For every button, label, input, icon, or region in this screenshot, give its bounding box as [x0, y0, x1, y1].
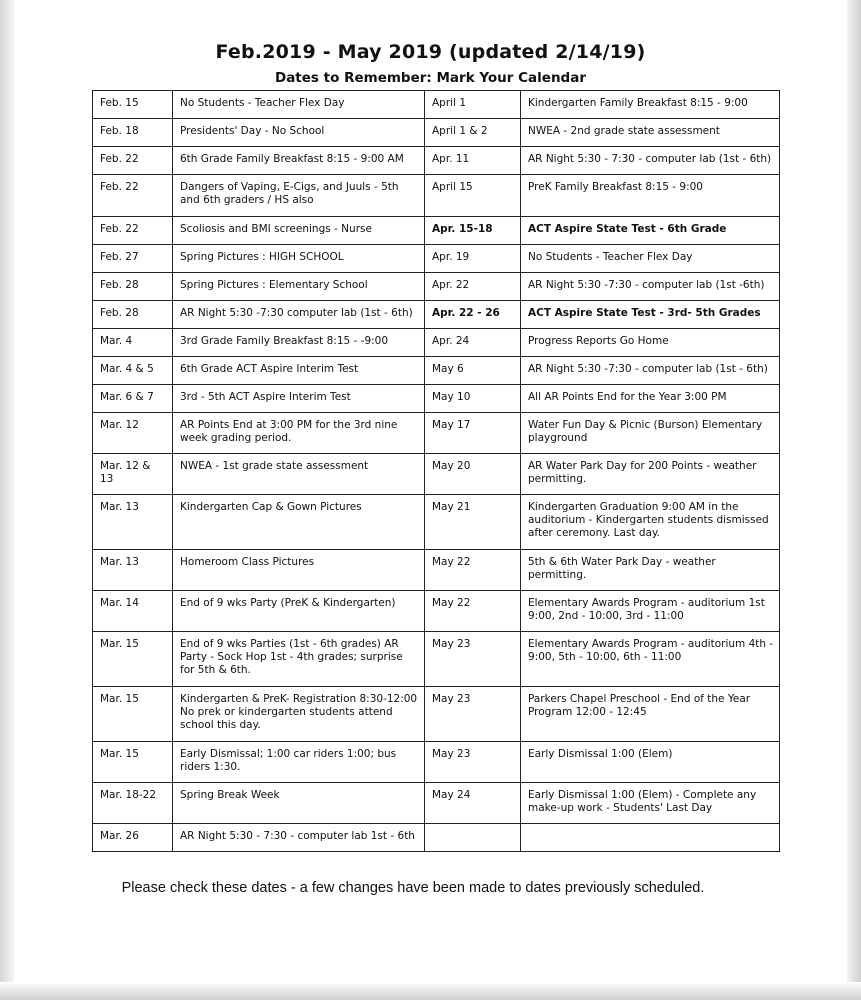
date-cell	[425, 824, 521, 852]
event-cell: Elementary Awards Program - auditorium 4th - 9:00, 5th - 10:00, 6th - 11:00	[521, 632, 780, 687]
date-cell: Feb. 22	[93, 217, 173, 245]
date-cell: May 24	[425, 783, 521, 824]
date-cell: Mar. 15	[93, 632, 173, 687]
date-cell: May 21	[425, 495, 521, 550]
date-cell: Mar. 4 & 5	[93, 357, 173, 385]
event-cell: End of 9 wks Parties (1st - 6th grades) AR Party - Sock Hop 1st - 4th grades; surprise for 5th & 6th.	[173, 632, 425, 687]
date-cell: May 10	[425, 385, 521, 413]
event-cell: NWEA - 2nd grade state assessment	[521, 119, 780, 147]
date-cell: May 23	[425, 742, 521, 783]
event-cell: No Students - Teacher Flex Day	[521, 245, 780, 273]
date-cell: May 23	[425, 632, 521, 687]
event-cell: Scoliosis and BMI screenings - Nurse	[173, 217, 425, 245]
event-cell: End of 9 wks Party (PreK & Kindergarten)	[173, 591, 425, 632]
document-subtitle: Dates to Remember: Mark Your Calendar	[274, 70, 586, 86]
table-row	[93, 742, 780, 783]
date-cell: Apr. 19	[425, 245, 521, 273]
event-cell: AR Night 5:30 - 7:30 - computer lab 1st - 6th	[173, 824, 425, 852]
event-cell: Kindergarten Family Breakfast 8:15 - 9:00	[521, 91, 780, 119]
date-cell: May 20	[425, 454, 521, 495]
date-cell: Mar. 18-22	[93, 783, 173, 824]
event-cell: 6th Grade Family Breakfast 8:15 - 9:00 AM	[173, 147, 425, 175]
table-row	[93, 329, 780, 357]
event-cell: Elementary Awards Program - auditorium 1st 9:00, 2nd - 10:00, 3rd - 11:00	[521, 591, 780, 632]
date-cell: Mar. 12	[93, 413, 173, 454]
table-row	[93, 357, 780, 385]
date-cell: May 22	[425, 591, 521, 632]
event-cell: No Students - Teacher Flex Day	[173, 91, 425, 119]
date-cell: Mar. 13	[93, 550, 173, 591]
event-cell: PreK Family Breakfast 8:15 - 9:00	[521, 175, 780, 217]
date-cell: Apr. 22	[425, 273, 521, 301]
event-cell: Spring Pictures : HIGH SCHOOL	[173, 245, 425, 273]
date-cell: May 6	[425, 357, 521, 385]
event-cell: Water Fun Day & Picnic (Burson) Elementary playground	[521, 413, 780, 454]
date-cell: Feb. 27	[93, 245, 173, 273]
table-row	[93, 301, 780, 329]
date-cell: May 23	[425, 687, 521, 742]
date-cell: Apr. 15-18	[425, 217, 521, 245]
date-cell: Apr. 22 - 26	[425, 301, 521, 329]
event-cell: ACT Aspire State Test - 3rd- 5th Grades	[521, 301, 780, 329]
table-row	[93, 783, 780, 824]
event-cell: Parkers Chapel Preschool - End of the Year Program 12:00 - 12:45	[521, 687, 780, 742]
table-row	[93, 217, 780, 245]
event-cell: 3rd Grade Family Breakfast 8:15 - -9:00	[173, 329, 425, 357]
event-cell: Dangers of Vaping, E-Cigs, and Juuls - 5th and 6th graders / HS also	[173, 175, 425, 217]
table-row	[93, 824, 780, 852]
date-cell: Mar. 14	[93, 591, 173, 632]
table-row	[93, 413, 780, 454]
date-cell: Feb. 28	[93, 301, 173, 329]
date-cell: Feb. 18	[93, 119, 173, 147]
event-cell: Progress Reports Go Home	[521, 329, 780, 357]
date-cell: Apr. 24	[425, 329, 521, 357]
event-cell: AR Water Park Day for 200 Points - weather permitting.	[521, 454, 780, 495]
event-cell: 6th Grade ACT Aspire Interim Test	[173, 357, 425, 385]
event-cell: AR Night 5:30 -7:30 - computer lab (1st -6th)	[521, 273, 780, 301]
date-cell: Mar. 6 & 7	[93, 385, 173, 413]
event-cell: NWEA - 1st grade state assessment	[173, 454, 425, 495]
table-row	[93, 147, 780, 175]
table-row	[93, 454, 780, 495]
event-cell: Kindergarten Cap & Gown Pictures	[173, 495, 425, 550]
event-cell: 3rd - 5th ACT Aspire Interim Test	[173, 385, 425, 413]
event-cell: Homeroom Class Pictures	[173, 550, 425, 591]
footer-note: Please check these dates - a few changes have been made to dates previously scheduled.	[121, 880, 705, 896]
event-cell: Early Dismissal; 1:00 car riders 1:00; bus riders 1:30.	[173, 742, 425, 783]
table-row	[93, 687, 780, 742]
date-cell: May 22	[425, 550, 521, 591]
date-cell: Feb. 15	[93, 91, 173, 119]
event-cell: Kindergarten & PreK- Registration 8:30-12:00 No prek or kindergarten students attend school this day.	[173, 687, 425, 742]
date-cell: Mar. 4	[93, 329, 173, 357]
event-cell: Presidents' Day - No School	[173, 119, 425, 147]
date-cell: April 15	[425, 175, 521, 217]
event-cell: AR Points End at 3:00 PM for the 3rd nine week grading period.	[173, 413, 425, 454]
event-cell: Early Dismissal 1:00 (Elem)	[521, 742, 780, 783]
table-row	[93, 119, 780, 147]
date-cell: Mar. 15	[93, 687, 173, 742]
table-row	[93, 245, 780, 273]
event-cell: AR Night 5:30 -7:30 - computer lab (1st - 6th)	[521, 357, 780, 385]
event-cell: Spring Pictures : Elementary School	[173, 273, 425, 301]
date-cell: Feb. 22	[93, 175, 173, 217]
date-cell: Mar. 15	[93, 742, 173, 783]
event-cell: 5th & 6th Water Park Day - weather permitting.	[521, 550, 780, 591]
event-cell: Spring Break Week	[173, 783, 425, 824]
event-cell: All AR Points End for the Year 3:00 PM	[521, 385, 780, 413]
table-row	[93, 495, 780, 550]
date-cell: Feb. 28	[93, 273, 173, 301]
event-cell: Kindergarten Graduation 9:00 AM in the auditorium - Kindergarten students dismissed after ceremony. Last day.	[521, 495, 780, 550]
table-row	[93, 632, 780, 687]
table-row	[93, 175, 780, 217]
table-row	[93, 591, 780, 632]
date-cell: April 1 & 2	[425, 119, 521, 147]
table-row	[93, 385, 780, 413]
event-cell	[521, 824, 780, 852]
date-cell: April 1	[425, 91, 521, 119]
date-cell: Mar. 26	[93, 824, 173, 852]
event-cell: AR Night 5:30 - 7:30 - computer lab (1st - 6th)	[521, 147, 780, 175]
table-row	[93, 550, 780, 591]
event-cell: AR Night 5:30 -7:30 computer lab (1st - 6th)	[173, 301, 425, 329]
date-cell: Feb. 22	[93, 147, 173, 175]
table-row	[93, 91, 780, 119]
dates-table	[92, 90, 780, 852]
document-title: Feb.2019 - May 2019 (updated 2/14/19)	[215, 41, 646, 63]
event-cell: Early Dismissal 1:00 (Elem) - Complete any make-up work - Students' Last Day	[521, 783, 780, 824]
date-cell: Mar. 13	[93, 495, 173, 550]
date-cell: Apr. 11	[425, 147, 521, 175]
event-cell: ACT Aspire State Test - 6th Grade	[521, 217, 780, 245]
date-cell: May 17	[425, 413, 521, 454]
date-cell: Mar. 12 & 13	[93, 454, 173, 495]
table-row	[93, 273, 780, 301]
